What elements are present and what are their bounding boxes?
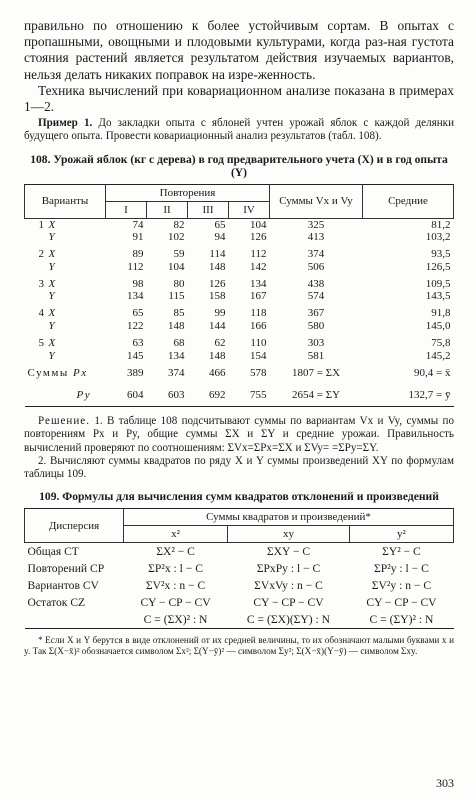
variant-letter: Y <box>48 320 55 332</box>
repeat-value: 126 <box>250 231 267 244</box>
formula-y2: ΣP²y : l − C <box>374 562 429 576</box>
table-row <box>25 290 454 307</box>
repeat-value: 145 <box>127 349 144 362</box>
mean-y: 132,7 = ȳ <box>408 388 451 401</box>
solution-text: 1. В таблице 108 подсчитывают суммы по вариантам Vx и Vy, суммы по повторениям Px и Py, общие суммы ΣX и ΣY и средние урожаи. Правильность вычислений проверяют по соотношениям: ΣVx=ΣPx=ΣX и ΣVy= =ΣPy=ΣY. <box>24 415 454 454</box>
repeat-value: 126 <box>209 277 226 290</box>
header-dispersion: Дисперсия <box>25 509 124 543</box>
sum-px-3: 466 <box>209 366 226 379</box>
table-row <box>25 337 454 350</box>
solution-paragraph <box>24 415 454 455</box>
table-row <box>25 320 454 337</box>
repeat-value: 104 <box>168 260 185 273</box>
page-number: 303 <box>436 776 454 790</box>
footnote: * Если X и Y берутся в виде отклонений от их средней величины, то их обозначают малыми буквами x и y. Так Σ(X−x̄)² обозначается символом Σx²; Σ(Y−ȳ)² — символом Σy²; Σ(X−x̄)(Y−ȳ) — символом Σxy. <box>24 635 454 657</box>
variant-letter: X <box>48 337 56 349</box>
table-row <box>25 248 454 261</box>
sum-value: 303 <box>307 337 325 349</box>
repeat-value: 98 <box>132 277 144 290</box>
sum-py-4: 755 <box>250 388 267 401</box>
formula-row <box>25 611 454 629</box>
repeat-value: 94 <box>214 231 226 244</box>
variant-cell <box>25 231 106 248</box>
repeat-value: 134 <box>168 349 185 362</box>
variant-letter: X <box>48 307 56 320</box>
dispersion-label: Общая CT <box>27 545 79 559</box>
variant-cell <box>25 350 106 363</box>
variant-number: 1 <box>38 218 44 231</box>
variant-cell <box>25 290 106 307</box>
formula-row <box>25 560 454 577</box>
repeat-value: 99 <box>214 307 226 320</box>
repeat-value: 59 <box>173 248 185 261</box>
repeat-value: 91 <box>132 231 144 244</box>
formula-row <box>25 594 454 611</box>
variant-number: 2 <box>38 248 44 261</box>
sum-row-px <box>25 362 454 384</box>
table-109 <box>24 508 454 629</box>
solution-label: Решение. <box>38 415 90 428</box>
variant-letter: X <box>48 277 56 290</box>
sum-value: 367 <box>307 307 325 320</box>
example-paragraph <box>24 117 454 143</box>
total-x: 1807 = ΣX <box>291 366 341 379</box>
mean-value: 145,2 <box>425 349 451 362</box>
mean-value: 91,8 <box>431 307 451 320</box>
example-text: До закладки опыта с яблоней учтен урожай яблок с каждой делянки будущего опыта. Провести ковариационный анализ результатов (табл. 108). <box>24 117 455 143</box>
table-row <box>25 307 454 320</box>
example-label: Пример 1. <box>38 117 93 130</box>
variant-cell <box>25 218 106 231</box>
mean-value: 109,5 <box>425 277 451 290</box>
sum-px-1: 389 <box>127 366 144 379</box>
mean-value: 75,8 <box>431 337 451 349</box>
table109-caption: 109. Формулы для вычисления сумм квадратов отклонений и произведений <box>39 490 439 504</box>
repeat-value: 134 <box>127 290 144 303</box>
sum-px-4: 578 <box>250 366 267 379</box>
repeat-value: 112 <box>127 260 144 273</box>
table-row <box>25 231 454 248</box>
header-repeat-2: II <box>147 201 188 218</box>
mean-x: 90,4 = x̄ <box>414 366 451 379</box>
dispersion-label: Повторений CP <box>27 562 105 576</box>
repeat-value: 62 <box>214 337 226 349</box>
table-row <box>25 350 454 363</box>
mean-value: 143,5 <box>425 290 451 303</box>
header-repeat-1: I <box>106 201 147 218</box>
variant-cell <box>25 337 106 350</box>
variant-number: 4 <box>38 307 44 320</box>
sum-py-3: 692 <box>209 388 226 401</box>
sum-row-py <box>25 384 454 407</box>
repeat-value: 118 <box>250 307 267 320</box>
formula-row <box>25 543 454 561</box>
variant-letter: Y <box>48 231 55 244</box>
repeat-value: 65 <box>214 218 226 231</box>
header-variants: Варианты <box>25 184 106 218</box>
repeat-value: 85 <box>173 307 185 320</box>
formula-y2: ΣV²y : n − C <box>371 579 432 593</box>
repeat-value: 65 <box>132 307 144 320</box>
sum-px-2: 374 <box>168 366 185 379</box>
variant-letter: X <box>48 218 56 231</box>
repeat-value: 134 <box>250 277 267 290</box>
variant-cell <box>25 248 106 261</box>
variant-cell <box>25 278 106 291</box>
repeat-value: 68 <box>173 337 185 349</box>
sum-value: 374 <box>307 248 325 261</box>
sum-value: 581 <box>307 349 325 362</box>
variant-number: 3 <box>38 277 44 290</box>
dispersion-label: Остаток CZ <box>27 596 86 610</box>
repeat-value: 166 <box>250 320 267 332</box>
formula-x2: CY − CP − CV <box>140 596 211 610</box>
sum-py-1: 604 <box>127 388 144 401</box>
repeat-value: 148 <box>209 260 226 273</box>
repeat-value: 148 <box>168 320 185 332</box>
repeat-value: 158 <box>209 290 226 303</box>
sum-value: 574 <box>307 290 325 303</box>
header-sums-squares: Суммы квадратов и произведений* <box>124 509 454 526</box>
repeat-value: 114 <box>209 248 226 261</box>
table-row <box>25 278 454 291</box>
repeat-value: 122 <box>127 320 144 332</box>
sum-py-2: 603 <box>168 388 185 401</box>
formula-x2: ΣP²x : l − C <box>148 562 203 576</box>
repeat-value: 154 <box>250 349 267 362</box>
table108-body <box>25 218 454 362</box>
sum-py-label: Py <box>76 388 92 401</box>
dispersion-label <box>25 611 124 629</box>
repeat-value: 63 <box>132 337 144 349</box>
variant-letter: Y <box>48 260 55 273</box>
header-x2: x² <box>124 526 228 543</box>
mean-value: 81,2 <box>431 218 451 231</box>
repeat-value: 115 <box>168 290 185 303</box>
repeat-value: 148 <box>209 349 226 362</box>
header-repeat-3: III <box>188 201 229 218</box>
header-means: Средние <box>363 184 454 218</box>
formula-x2: ΣX² − C <box>156 545 195 559</box>
table-108 <box>24 184 454 408</box>
formula-x2: ΣV²x : n − C <box>145 579 206 593</box>
header-repeats: Повторения <box>106 184 270 201</box>
paragraph-technique: Техника вычислений при ковариационном анализе показана в примерах 1—2. <box>24 82 454 115</box>
repeat-value: 110 <box>250 337 267 349</box>
repeat-value: 89 <box>132 248 144 261</box>
repeat-value: 74 <box>132 218 144 231</box>
variant-letter: X <box>48 248 56 261</box>
table-row <box>25 218 454 231</box>
dispersion-label: Вариантов CV <box>27 579 99 593</box>
sum-value: 325 <box>307 218 325 231</box>
repeat-value: 144 <box>209 320 226 332</box>
mean-value: 126,5 <box>425 260 451 273</box>
paragraph-intro: правильно по отношению к более устойчивым сортам. В опытах с пропашными, овощными и плодовыми культурами, когда раз-ная густота стояния растений является результатом действия изучаемых вариантов, нельзя делать никаких поправок на изре-женность. <box>24 18 454 82</box>
header-repeat-4: IV <box>229 201 270 218</box>
formula-xy: ΣXY − C <box>266 545 311 559</box>
variant-letter: Y <box>48 290 55 303</box>
variant-cell <box>25 307 106 320</box>
formula-xy: ΣPxPy : l − C <box>256 562 321 576</box>
formula-y2: CY − CP − CV <box>366 596 437 610</box>
sum-value: 580 <box>307 320 325 332</box>
variant-cell <box>25 261 106 278</box>
formula-xy: C = (ΣX)(ΣY) : N <box>228 611 350 629</box>
table109-body <box>25 543 454 629</box>
table-row <box>25 261 454 278</box>
repeat-value: 102 <box>168 231 185 244</box>
mean-value: 103,2 <box>425 231 451 244</box>
mean-value: 145,0 <box>425 320 451 332</box>
sum-value: 438 <box>307 277 325 290</box>
page-content <box>24 18 454 658</box>
formula-x2: C = (ΣX)² : N <box>124 611 228 629</box>
sum-value: 413 <box>307 231 325 244</box>
solution-step2: 2. Вычисляют суммы квадратов по ряду X и Y суммы произведений XY по формулам таблицы 109. <box>24 454 454 480</box>
formula-y2: ΣY² − C <box>382 545 421 559</box>
variant-letter: Y <box>48 349 55 362</box>
formula-xy: ΣVxVy : n − C <box>254 579 323 593</box>
repeat-value: 112 <box>250 248 267 261</box>
variant-number: 5 <box>38 337 44 349</box>
sum-label: Суммы <box>27 366 69 379</box>
mean-value: 93,5 <box>431 248 451 261</box>
repeat-value: 82 <box>173 218 185 231</box>
repeat-value: 167 <box>250 290 267 303</box>
table108-caption: 108. Урожай яблок (кг с дерева) в год предварительного учета (X) и в год опыта (Y) <box>30 152 448 179</box>
sum-value: 506 <box>307 260 325 273</box>
repeat-value: 104 <box>250 218 267 231</box>
header-sums: Суммы Vx и Vy <box>270 184 363 218</box>
sum-px-label: Px <box>72 366 88 379</box>
repeat-value: 142 <box>250 260 267 273</box>
formula-row <box>25 577 454 594</box>
variant-cell <box>25 320 106 337</box>
header-y2: y² <box>349 526 453 543</box>
formula-y2: C = (ΣY)² : N <box>349 611 453 629</box>
total-y: 2654 = ΣY <box>291 388 341 401</box>
formula-xy: CY − CP − CV <box>253 596 324 610</box>
header-xy: xy <box>228 526 350 543</box>
repeat-value: 80 <box>173 277 185 290</box>
